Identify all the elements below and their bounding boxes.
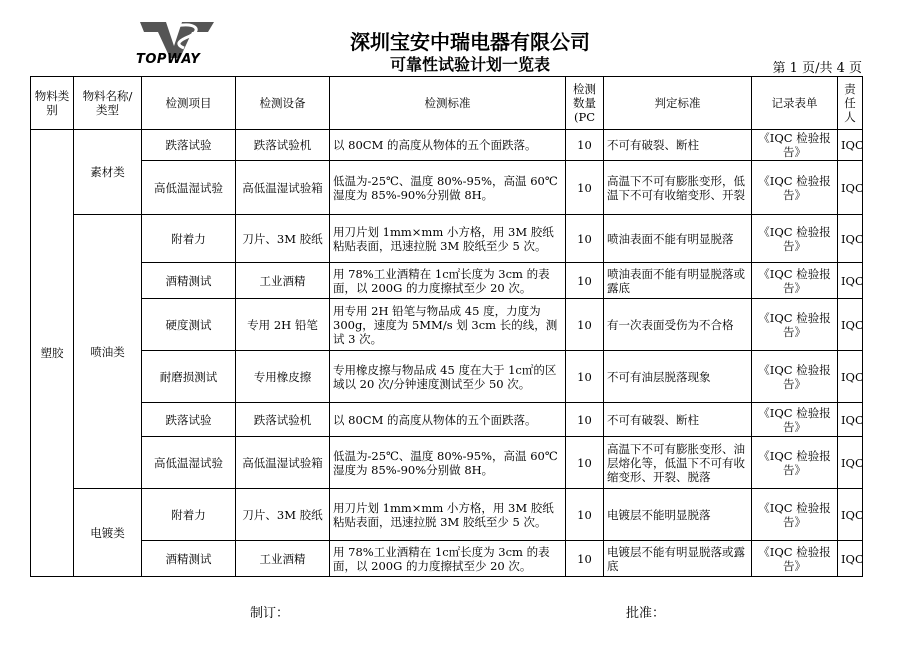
owner-cell: IQC	[838, 541, 863, 577]
record-form-cell: 《IQC 检验报告》	[752, 215, 838, 263]
equipment-cell: 跌落试验机	[236, 403, 330, 437]
material-type-cell: 喷油类	[74, 215, 142, 489]
criteria-cell: 喷油表面不能有明显脱落	[604, 215, 752, 263]
approved-by-label: 批准：	[626, 606, 666, 621]
equipment-cell: 高低温湿试验箱	[236, 437, 330, 489]
table-row	[31, 541, 863, 577]
table-header-row	[31, 77, 863, 130]
record-form-cell: 《IQC 检验报告》	[752, 161, 838, 215]
table-row	[31, 403, 863, 437]
owner-cell: IQC	[838, 263, 863, 299]
column-header: 物料类别	[31, 77, 74, 130]
column-header: 检测数量(PC	[566, 77, 604, 130]
column-header: 检测项目	[142, 77, 236, 130]
column-header: 责任人	[838, 77, 863, 130]
test-item-cell: 高低温湿试验	[142, 437, 236, 489]
test-item-cell: 酒精测试	[142, 541, 236, 577]
table-row	[31, 215, 863, 263]
owner-cell: IQC	[838, 403, 863, 437]
standard-cell: 用 78%工业酒精在 1c㎡长度为 3cm 的表面，以 200G 的力度擦拭至少 20 次。	[330, 541, 566, 577]
criteria-cell: 不可有油层脱落现象	[604, 351, 752, 403]
column-header: 物料名称/类型	[74, 77, 142, 130]
standard-cell: 低温为-25℃、温度 80%-95%，高温 60℃湿度为 85%-90%分别做 8H。	[330, 437, 566, 489]
criteria-cell: 喷油表面不能有明显脱落或露底	[604, 263, 752, 299]
equipment-cell: 专用 2H 铅笔	[236, 299, 330, 351]
test-item-cell: 跌落试验	[142, 130, 236, 161]
criteria-cell: 电镀层不能有明显脱落或露底	[604, 541, 752, 577]
quantity-cell: 10	[566, 541, 604, 577]
quantity-cell: 10	[566, 351, 604, 403]
owner-cell: IQC	[838, 299, 863, 351]
page-title: 可靠性试验计划一览表	[389, 55, 550, 74]
criteria-cell: 高温下不可有膨胀变形，低温下不可有收缩变形、开裂	[604, 161, 752, 215]
record-form-cell: 《IQC 检验报告》	[752, 403, 838, 437]
quantity-cell: 10	[566, 161, 604, 215]
quantity-cell: 10	[566, 263, 604, 299]
standard-cell: 用刀片划 1mm×mm 小方格，用 3M 胶纸粘贴表面，迅速拉脱 3M 胶纸至少 5 次。	[330, 215, 566, 263]
criteria-cell: 不可有破裂、断柱	[604, 130, 752, 161]
table-row	[31, 351, 863, 403]
record-form-cell: 《IQC 检验报告》	[752, 299, 838, 351]
standard-cell: 以 80CM 的高度从物体的五个面跌落。	[330, 130, 566, 161]
record-form-cell: 《IQC 检验报告》	[752, 437, 838, 489]
test-item-cell: 跌落试验	[142, 403, 236, 437]
table-row	[31, 437, 863, 489]
material-type-cell: 电镀类	[74, 489, 142, 577]
criteria-cell: 高温下不可有膨胀变形、油层熔化等，低温下不可有收缩变形、开裂、脱落	[604, 437, 752, 489]
quantity-cell: 10	[566, 437, 604, 489]
table-row	[31, 161, 863, 215]
owner-cell: IQC	[838, 351, 863, 403]
standard-cell: 用专用 2H 铅笔与物品成 45 度，力度为 300g，速度为 5MM/s 划 3cm 长的线，测试 3 次。	[330, 299, 566, 351]
record-form-cell: 《IQC 检验报告》	[752, 130, 838, 161]
owner-cell: IQC	[838, 215, 863, 263]
standard-cell: 以 80CM 的高度从物体的五个面跌落。	[330, 403, 566, 437]
material-type-cell: 素材类	[74, 130, 142, 215]
standard-cell: 低温为-25℃、温度 80%-95%，高温 60℃湿度为 85%-90%分别做 8H。	[330, 161, 566, 215]
owner-cell: IQC	[838, 437, 863, 489]
table-row	[31, 489, 863, 541]
column-header: 判定标准	[604, 77, 752, 130]
owner-cell: IQC	[838, 161, 863, 215]
quantity-cell: 10	[566, 299, 604, 351]
standard-cell: 专用橡皮擦与物品成 45 度在大于 1c㎡的区域以 20 次/分钟速度测试至少 50 次。	[330, 351, 566, 403]
equipment-cell: 高低温湿试验箱	[236, 161, 330, 215]
page-number: 第 1 页/共 4 页	[772, 61, 862, 76]
test-item-cell: 高低温湿试验	[142, 161, 236, 215]
table-row	[31, 299, 863, 351]
record-form-cell: 《IQC 检验报告》	[752, 351, 838, 403]
owner-cell: IQC	[838, 130, 863, 161]
standard-cell: 用 78%工业酒精在 1c㎡长度为 3cm 的表面，以 200G 的力度擦拭至少 20 次。	[330, 263, 566, 299]
test-item-cell: 硬度测试	[142, 299, 236, 351]
test-item-cell: 酒精测试	[142, 263, 236, 299]
quantity-cell: 10	[566, 215, 604, 263]
company-name: 深圳宝安中瑞电器有限公司	[350, 30, 590, 54]
table-row	[31, 130, 863, 161]
column-header: 记录表单	[752, 77, 838, 130]
quantity-cell: 10	[566, 130, 604, 161]
equipment-cell: 刀片、3M 胶纸	[236, 489, 330, 541]
quantity-cell: 10	[566, 403, 604, 437]
material-category-cell: 塑胶	[31, 130, 74, 577]
test-item-cell: 耐磨损测试	[142, 351, 236, 403]
test-plan-table	[30, 76, 863, 577]
prepared-by-label: 制订：	[250, 606, 290, 621]
record-form-cell: 《IQC 检验报告》	[752, 263, 838, 299]
equipment-cell: 工业酒精	[236, 263, 330, 299]
criteria-cell: 电镀层不能明显脱落	[604, 489, 752, 541]
equipment-cell: 跌落试验机	[236, 130, 330, 161]
owner-cell: IQC	[838, 489, 863, 541]
equipment-cell: 工业酒精	[236, 541, 330, 577]
table-row	[31, 263, 863, 299]
test-item-cell: 附着力	[142, 489, 236, 541]
standard-cell: 用刀片划 1mm×mm 小方格，用 3M 胶纸粘贴表面，迅速拉脱 3M 胶纸至少 5 次。	[330, 489, 566, 541]
column-header: 检测标准	[330, 77, 566, 130]
criteria-cell: 有一次表面受伤为不合格	[604, 299, 752, 351]
quantity-cell: 10	[566, 489, 604, 541]
record-form-cell: 《IQC 检验报告》	[752, 489, 838, 541]
record-form-cell: 《IQC 检验报告》	[752, 541, 838, 577]
column-header: 检测设备	[236, 77, 330, 130]
equipment-cell: 专用橡皮擦	[236, 351, 330, 403]
logo-text: TOPWAY	[136, 52, 201, 67]
test-item-cell: 附着力	[142, 215, 236, 263]
equipment-cell: 刀片、3M 胶纸	[236, 215, 330, 263]
criteria-cell: 不可有破裂、断柱	[604, 403, 752, 437]
